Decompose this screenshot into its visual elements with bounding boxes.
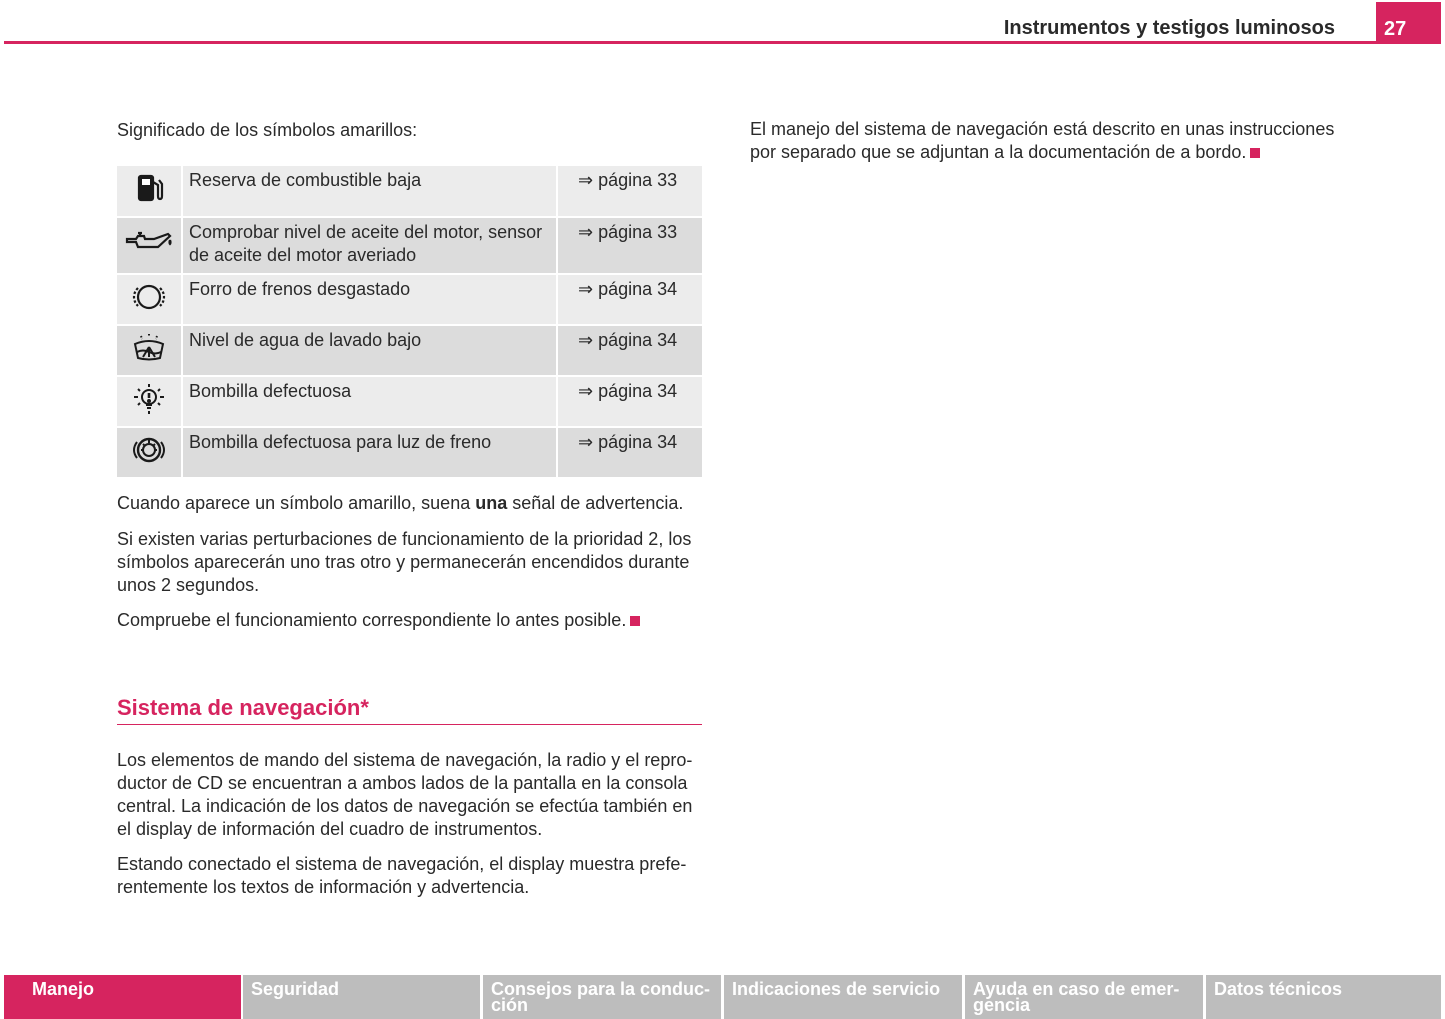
symbol-description: Comprobar nivel de aceite del motor, sensor de aceite del motor averiado [182,217,557,274]
tab-ayuda[interactable]: Ayuda en caso de emer-gencia [965,975,1203,1019]
navigation-paragraph-2: Estando conectado el sistema de navegación, el display muestra prefe-rentemente los textos de información y advertencia. [117,854,687,897]
symbol-description: Bombilla defectuosa para luz de freno [182,427,557,478]
check-paragraph: Compruebe el funcionamiento correspondiente lo antes posible. [117,609,640,632]
brake-light-bulb-icon [131,432,167,468]
section-heading: Sistema de navegación* [117,695,702,725]
right-column [750,118,1350,164]
symbol-description: Nivel de agua de lavado bajo [182,325,557,376]
symbol-description: Forro de frenos desgastado [182,274,557,325]
bulb-failure-icon [131,381,167,417]
warning-sound-paragraph: Cuando aparece un símbolo amarillo, suena una señal de advertencia. [117,493,684,513]
priority-paragraph: Si existen varias perturbaciones de funcionamiento de la prioridad 2, los símbolos aparecerán uno tras otro y permanecerán encendidos durante unos 2 segundos. [117,529,692,595]
table-row [117,325,702,376]
tab-consejos[interactable]: Consejos para la conduc-ción [483,975,721,1019]
page-reference: ⇒ página 34 [557,325,702,376]
tab-datos[interactable]: Datos técnicos [1206,975,1441,1019]
end-of-section-mark [1250,148,1260,158]
navigation-paragraph-1: Los elementos de mando del sistema de navegación, la radio y el repro-ductor de CD se encuentran a ambos lados de la pantalla en la consola central. La indicación de los datos de navegación se efectúa también en el display de información del cuadro de instrumentos. [117,750,693,839]
page-reference: ⇒ página 33 [557,166,702,217]
symbol-description: Reserva de combustible baja [182,166,557,217]
symbols-table [117,166,702,479]
tab-seguridad[interactable]: Seguridad [243,975,480,1019]
page-reference: ⇒ página 34 [557,376,702,427]
footer-nav [4,975,1441,1019]
table-row [117,427,702,478]
table-row [117,376,702,427]
oil-can-icon [124,225,174,261]
end-of-section-mark [630,616,640,626]
page-reference: ⇒ página 33 [557,217,702,274]
symbols-intro: Significado de los símbolos amarillos: [117,120,418,140]
page-reference: ⇒ página 34 [557,427,702,478]
header-rule [4,41,1441,44]
tab-manejo[interactable]: Manejo [4,975,241,1019]
symbol-description: Bombilla defectuosa [182,376,557,427]
navigation-manual-paragraph: El manejo del sistema de navegación está descrito en unas instrucciones por separado que se adjuntan a la documentación de a bordo. [750,119,1335,162]
table-row [117,274,702,325]
washer-fluid-icon [131,330,167,366]
brake-pad-icon [131,279,167,315]
header-title: Instrumentos y testigos luminosos [1003,17,1335,39]
table-row [117,217,702,274]
fuel-pump-icon [131,170,167,206]
tab-indicaciones[interactable]: Indicaciones de servicio [724,975,962,1019]
table-row [117,166,702,217]
page-number: 27 [1376,2,1441,43]
page-reference: ⇒ página 34 [557,274,702,325]
